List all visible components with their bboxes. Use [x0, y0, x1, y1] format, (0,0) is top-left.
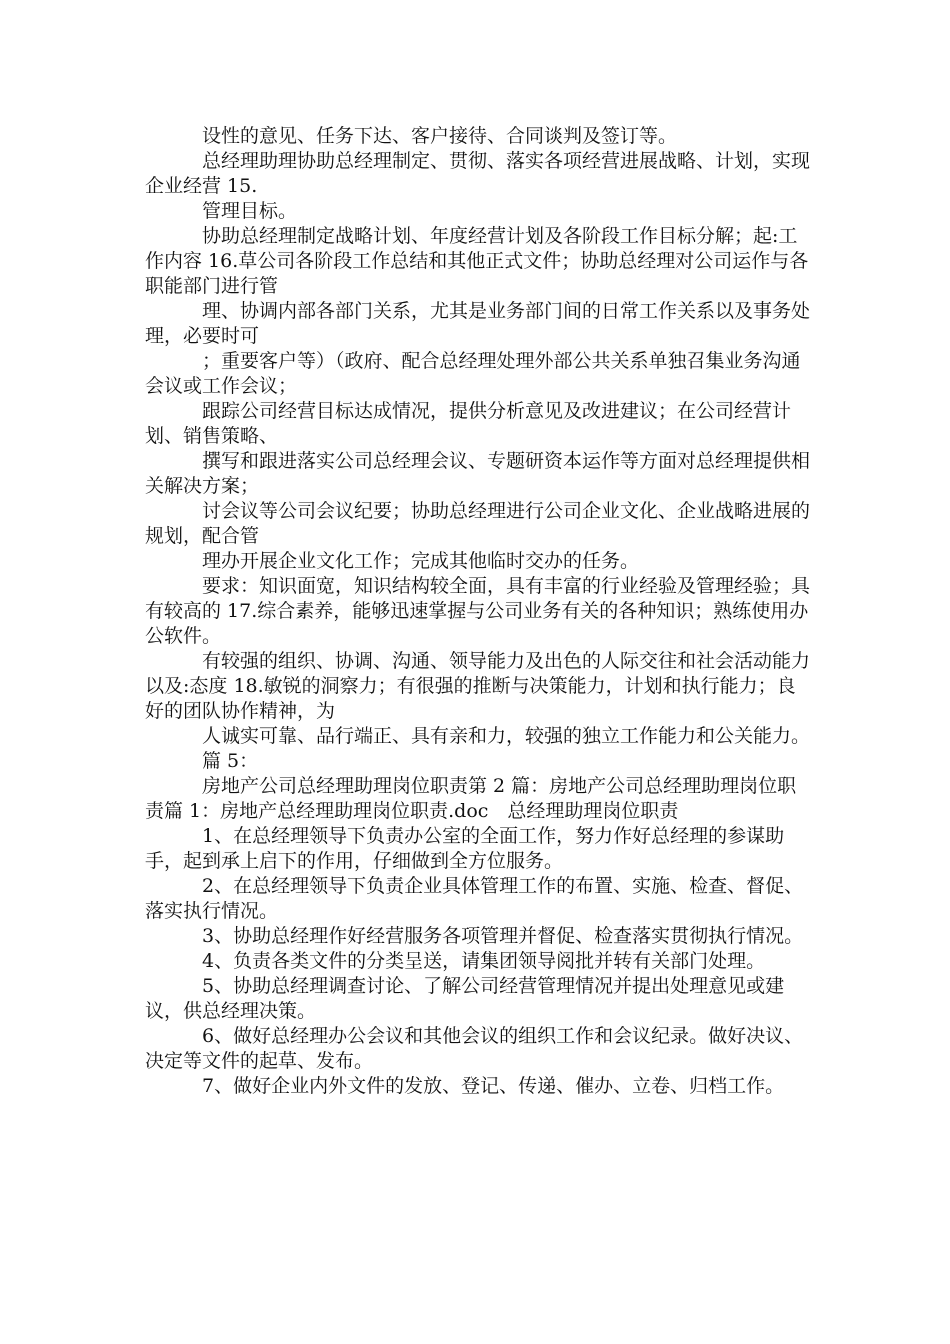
paragraph: 设性的意见、任务下达、客户接待、合同谈判及签订等。 — [202, 125, 678, 147]
list-item: 4、负责各类文件的分类呈送，请集团领导阅批并转有关部门处理。 — [202, 950, 766, 972]
paragraph: 撰写和跟进落实公司总经理会议、专题研资本运作等方面对总经理提供相关解决方案； — [145, 450, 811, 497]
list-item: 6、做好总经理办公会议和其他会议的组织工作和会议纪录。做好决议、决定等文件的起草、发布。 — [145, 1025, 804, 1072]
paragraph: 房地产公司总经理助理岗位职责第 2 篇：房地产公司总经理助理岗位职责篇 1：房地产总经理助理岗位职责.doc 总经理助理岗位职责 — [145, 775, 797, 822]
list-item: 7、做好企业内外文件的发放、登记、传递、催办、立卷、归档工作。 — [202, 1075, 785, 1097]
paragraph: 讨会议等公司会议纪要；协助总经理进行公司企业文化、企业战略进展的规划，配合管 — [145, 500, 811, 547]
paragraph: 管理目标。 — [202, 200, 298, 222]
section-heading: 篇 5： — [202, 750, 259, 772]
paragraph: ；重要客户等）（政府、配合总经理处理外部公共关系单独召集业务沟通会议或工作会议； — [145, 350, 801, 397]
paragraph: 跟踪公司经营目标达成情况，提供分析意见及改进建议；在公司经营计划、销售策略、 — [145, 400, 792, 447]
paragraph: 要求：知识面宽，知识结构较全面，具有丰富的行业经验及管理经验；具有较高的 17.综合素养，能够迅速掌握与公司业务有关的各种知识；熟练使用办公软件。 — [145, 575, 811, 647]
list-item: 1、在总经理领导下负责办公室的全面工作，努力作好总经理的参谋助手，起到承上启下的作用，仔细做到全方位服务。 — [145, 825, 785, 872]
paragraph: 协助总经理制定战略计划、年度经营计划及各阶段工作目标分解；起:工作内容 16.草公司各阶段工作总结和其他正式文件；协助总经理对公司运作与各职能部门进行管 — [145, 225, 809, 297]
paragraph: 有较强的组织、协调、沟通、领导能力及出色的人际交往和社会活动能力以及:态度 18.敏锐的洞察力；有很强的推断与决策能力，计划和执行能力；良好的团队协作精神，为 — [145, 650, 811, 722]
list-item: 2、在总经理领导下负责企业具体管理工作的布置、实施、检查、督促、落实执行情况。 — [145, 875, 804, 922]
list-item: 5、协助总经理调查讨论、了解公司经营管理情况并提出处理意见或建议，供总经理决策。 — [145, 975, 785, 1022]
document-body — [145, 124, 811, 1099]
paragraph: 人诚实可靠、品行端正、具有亲和力，较强的独立工作能力和公关能力。 — [202, 725, 811, 747]
paragraph: 理、协调内部各部门关系，尤其是业务部门间的日常工作关系以及事务处理，必要时可 — [145, 300, 811, 347]
paragraph: 总经理助理协助总经理制定、贯彻、落实各项经营进展战略、计划，实现企业经营 15. — [145, 150, 811, 197]
list-item: 3、协助总经理作好经营服务各项管理并督促、检查落实贯彻执行情况。 — [202, 925, 804, 947]
paragraph: 理办开展企业文化工作；完成其他临时交办的任务。 — [202, 550, 640, 572]
